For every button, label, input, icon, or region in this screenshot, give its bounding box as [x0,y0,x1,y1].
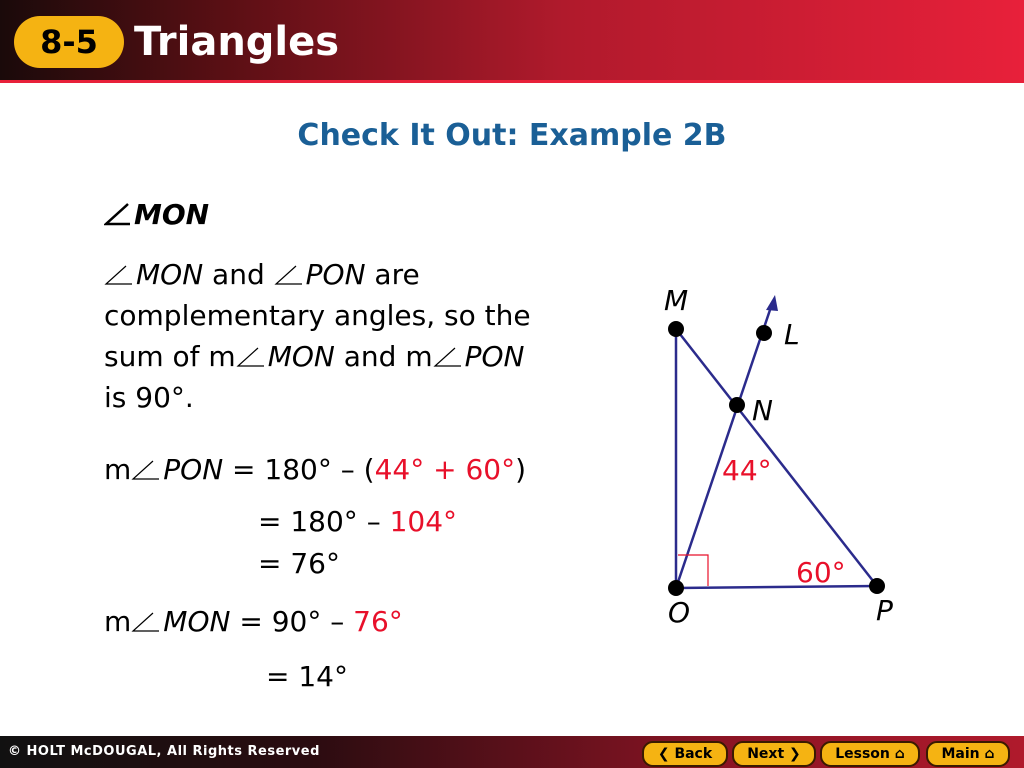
text-segment: ) [515,453,527,486]
angle-icon [236,344,266,368]
label-L: L [784,318,800,351]
highlighted-value: 76° [353,605,403,638]
angle-name: MON [136,258,204,291]
point-N [729,397,745,413]
ray-arrowhead [766,295,778,311]
explanation-line-1 [104,258,420,292]
home-icon: ⌂ [979,746,995,762]
angle-label-P: 60° [796,556,846,589]
angle-label-N: 44° [722,454,772,487]
angle-icon [104,262,134,286]
angle-icon [131,457,161,481]
explanation-line-4: is 90°. [104,381,194,414]
angle-icon [274,262,304,286]
home-icon: ⌂ [889,746,905,762]
copyright-text: © HOLT McDOUGAL, All Rights Reserved [8,744,320,759]
main-button-label: Main [941,746,980,762]
equation-2 [258,505,457,539]
text-segment: = 180° – ( [223,453,375,486]
chevron-right-icon: ❯ [784,746,801,762]
text-segment: m [104,453,132,486]
triangle-diagram [640,280,910,640]
next-button[interactable] [732,741,816,767]
angle-icon [104,202,132,226]
explanation-line-3 [104,340,524,374]
segment-OP [676,586,877,588]
highlighted-value: 104° [389,505,458,538]
lesson-title: Triangles [134,19,340,65]
text-segment: are [365,258,420,291]
equation-1 [104,453,526,487]
back-button-label: Back [674,746,713,762]
text-segment: and m [334,340,433,373]
main-button[interactable] [926,741,1010,767]
label-M: M [664,284,689,317]
back-button[interactable] [642,741,728,767]
text-segment: = 90° – [230,605,354,638]
equation-5: = 14° [266,660,348,693]
angle-name: PON [464,340,525,373]
chevron-left-icon: ❮ [657,746,675,762]
header-divider [0,80,1024,83]
angle-icon [433,344,463,368]
text-segment: = 180° – [258,505,390,538]
segment-MP [676,329,877,586]
label-P: P [876,594,893,627]
lesson-badge: 8-5 [14,16,124,68]
angle-icon [131,609,161,633]
point-L [756,325,772,341]
angle-name: MON [163,605,231,638]
explanation-line-2: complementary angles, so the [104,299,531,332]
lesson-button[interactable] [820,741,920,767]
highlighted-value: 44° + 60° [374,453,516,486]
lesson-button-label: Lesson [835,746,890,762]
point-P [869,578,885,594]
text-segment: sum of m [104,340,236,373]
angle-name: PON [163,453,224,486]
point-O [668,580,684,596]
text-segment: and [203,258,274,291]
problem-angle: MON [134,198,210,231]
label-N: N [752,394,773,427]
problem-heading [104,198,209,232]
label-O: O [668,596,691,629]
angle-name: MON [267,340,335,373]
equation-3: = 76° [258,547,340,580]
point-M [668,321,684,337]
next-button-label: Next [747,746,785,762]
angle-name: PON [305,258,366,291]
equation-4 [104,605,403,639]
example-title: Check It Out: Example 2B [297,118,727,153]
text-segment: m [104,605,132,638]
